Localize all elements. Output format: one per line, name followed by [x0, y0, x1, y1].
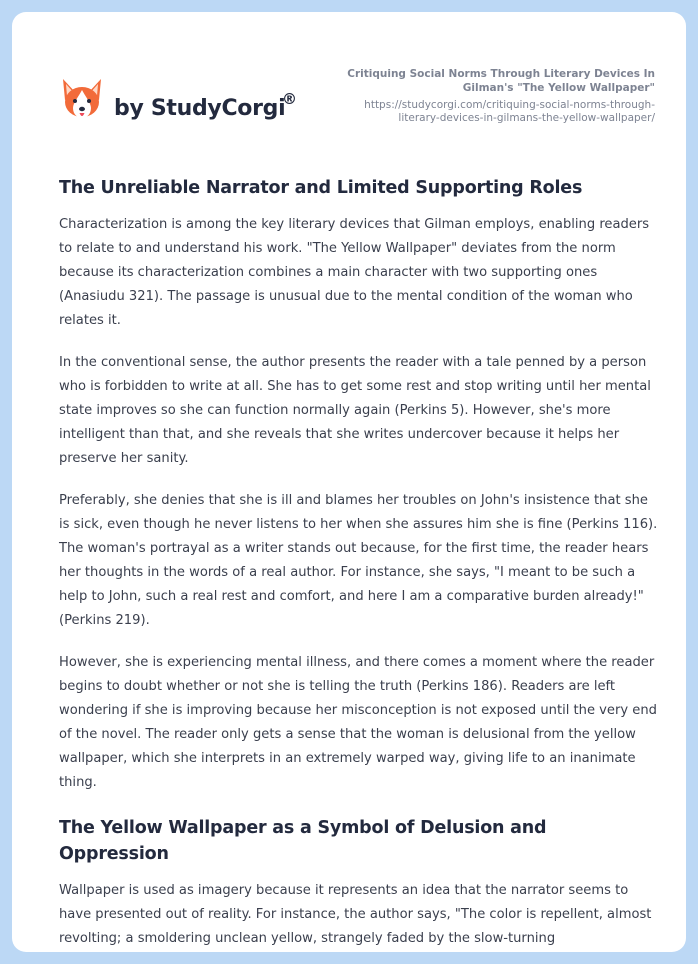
document-title: Critiquing Social Norms Through Literary Devices In Gilman's "The Yellow Wallpaper"	[347, 68, 655, 94]
document-url[interactable]	[315, 99, 655, 125]
document-url-line-1[interactable]: https://studycorgi.com/critiquing-social-norms-through-	[364, 99, 655, 111]
corgi-icon	[60, 76, 104, 124]
document-page	[12, 12, 686, 952]
studycorgi-logo[interactable]	[60, 76, 310, 136]
logo-text: by StudyCorgi	[114, 96, 286, 121]
document-body	[59, 175, 659, 951]
document-meta	[315, 67, 655, 125]
paragraph: In the conventional sense, the author presents the reader with a tale penned by a person who is forbidden to write at all. She has to get some rest and stop writing until her mental state improves so she can function normally again (Perkins 5). However, she's more intelligent than that, and she reveals that she writes undercover because it helps her preserve her sanity.	[59, 355, 651, 466]
section-heading: The Unreliable Narrator and Limited Supporting Roles	[59, 178, 583, 198]
registered-mark: ®	[282, 90, 297, 108]
document-url-line-2[interactable]: literary-devices-in-gilmans-the-yellow-wallpaper/	[398, 112, 655, 124]
document-header	[12, 12, 686, 162]
section-heading: The Yellow Wallpaper as a Symbol of Delusion and Oppression	[59, 818, 547, 864]
paragraph: Characterization is among the key literary devices that Gilman employs, enabling readers to relate to and understand his work. "The Yellow Wallpaper" deviates from the norm because its characterization combines a main character with two supporting ones (Anasiudu 321). The passage is unusual due to the mental condition of the woman who relates it.	[59, 217, 650, 328]
paragraph: However, she is experiencing mental illness, and there comes a moment where the reader begins to doubt whether or not she is telling the truth (Perkins 186). Readers are left wondering if she is improving because her misconception is not exposed until the very end of the novel. The reader only gets a sense that the woman is delusional from the yellow wallpaper, which she interprets in an extremely warped way, giving life to an inanimate thing.	[59, 655, 657, 790]
paragraph: Preferably, she denies that she is ill and blames her troubles on John's insistence that she is sick, even though he never listens to her when she assures him she is fine (Perkins 116). The woman's portrayal as a writer stands out because, for the first time, the reader hears her thoughts in the words of a real author. For instance, she says, "I meant to be such a help to John, such a real rest and comfort, and here I am a comparative burden already!" (Perkins 219).	[59, 493, 658, 628]
paragraph: Wallpaper is used as imagery because it represents an idea that the narrator seems to have presented out of reality. For instance, the author says, "The color is repellent, almost revolting; a smoldering unclean yellow, strangely faded by the slow-turning	[59, 883, 652, 946]
